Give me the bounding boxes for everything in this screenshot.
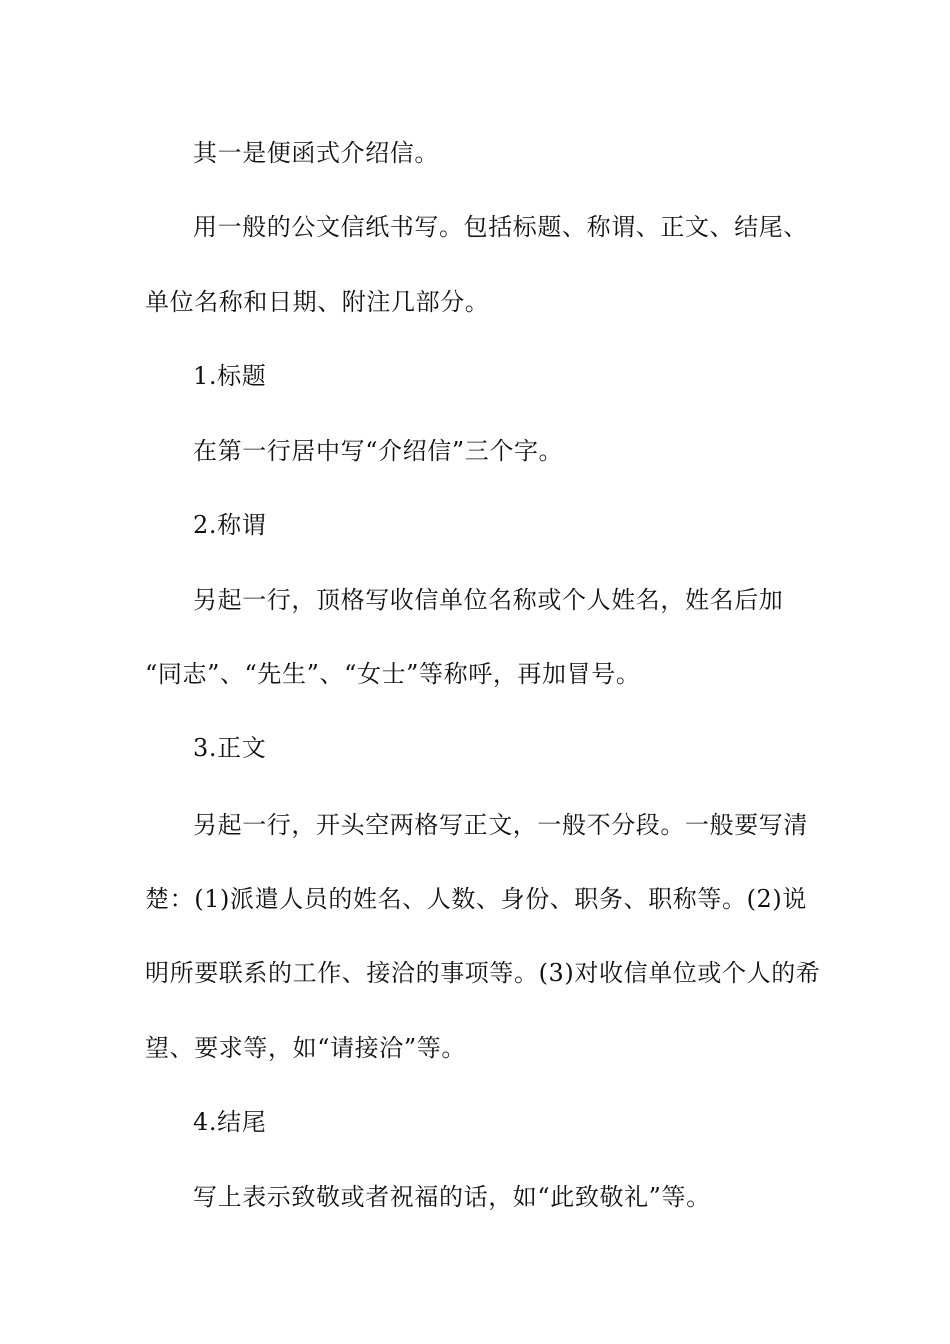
paragraph-body-line-2: 楚：(1)派遣人员的姓名、人数、身份、职务、职称等。(2)说 (145, 885, 807, 913)
paragraph-body-line-4: 望、要求等，如“请接洽”等。 (145, 1034, 466, 1062)
heading-salutation: 2.称谓 (193, 511, 267, 539)
heading-body: 3.正文 (193, 734, 267, 762)
paragraph-title-body: 在第一行居中写“介绍信”三个字。 (193, 437, 564, 465)
heading-closing: 4.结尾 (193, 1108, 267, 1136)
paragraph-format-line-1: 用一般的公文信纸书写。包括标题、称谓、正文、结尾、 (193, 213, 808, 241)
paragraph-format-line-2: 单位名称和日期、附注几部分。 (145, 288, 490, 316)
heading-title: 1.标题 (193, 362, 267, 390)
paragraph-body-line-3: 明所要联系的工作、接洽的事项等。(3)对收信单位或个人的希 (145, 959, 821, 987)
paragraph-salutation-line-2: “同志”、“先生”、“女士”等称呼，再加冒号。 (145, 660, 641, 688)
paragraph-intro: 其一是便函式介绍信。 (193, 139, 439, 167)
paragraph-body-line-1: 另起一行，开头空两格写正文，一般不分段。一般要写清 (193, 811, 808, 839)
paragraph-closing: 写上表示致敬或者祝福的话，如“此致敬礼”等。 (193, 1183, 711, 1211)
paragraph-salutation-line-1: 另起一行，顶格写收信单位名称或个人姓名，姓名后加 (193, 586, 784, 614)
